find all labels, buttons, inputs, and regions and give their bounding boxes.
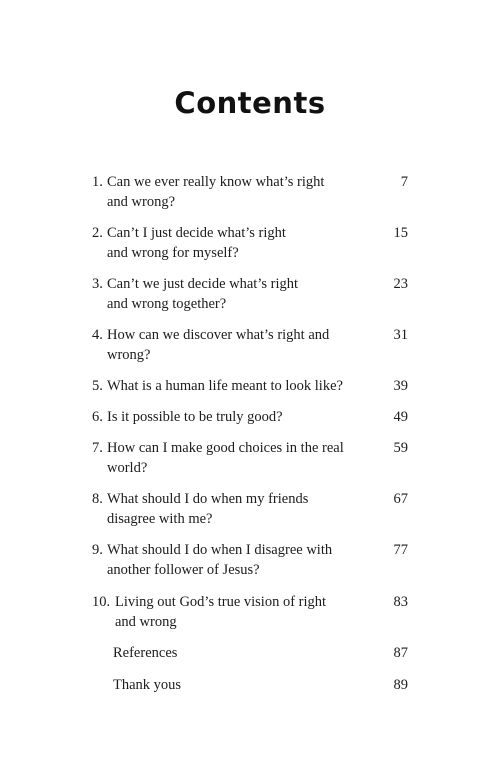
toc-entry-number: 3. (92, 276, 103, 292)
toc-entry-page-number: 7 (400, 174, 408, 190)
toc-entry-1[interactable] (92, 172, 408, 212)
toc-entry-title: Living out God’s true vision of right (115, 594, 327, 610)
toc-entry-number: 10. (92, 594, 111, 610)
toc-entry-number: 8. (92, 491, 103, 507)
toc-entry-title: Is it possible to be truly good? (107, 409, 283, 425)
toc-entry-page-number: 67 (393, 491, 408, 507)
page-title: Contents (174, 86, 326, 120)
toc-entry-number: 7. (92, 440, 103, 456)
toc-entry-page-number: 89 (393, 677, 408, 693)
toc-entry-10[interactable] (92, 592, 408, 632)
toc-entry-2[interactable] (92, 223, 408, 263)
toc-entry-title: How can we discover what’s right and (107, 327, 330, 343)
toc-entry-title-continued: world? (107, 460, 148, 476)
toc-entry-8[interactable] (92, 489, 408, 529)
toc-entry-4[interactable] (92, 325, 408, 365)
toc-entry-page-number: 39 (393, 378, 408, 394)
toc-entry-title: How can I make good choices in the real (107, 440, 344, 456)
toc-entry-page-number: 49 (393, 409, 408, 425)
toc-entry-page-number: 87 (393, 645, 408, 661)
toc-entry-thank-yous[interactable] (92, 675, 408, 695)
toc-entry-title-continued: wrong? (107, 347, 151, 363)
toc-entry-page-number: 83 (393, 594, 408, 610)
toc-entry-title-continued: and wrong together? (107, 296, 227, 312)
toc-entry-title: Can’t I just decide what’s right (107, 225, 286, 241)
toc-entry-3[interactable] (92, 274, 408, 314)
toc-entry-5[interactable] (92, 376, 408, 396)
toc-entry-number: 6. (92, 409, 103, 425)
toc-entry-number: 9. (92, 542, 103, 558)
toc-entry-title: Can we ever really know what’s right (107, 174, 325, 190)
toc-entry-title-continued: and wrong (115, 614, 177, 630)
toc-entry-references[interactable] (92, 643, 408, 663)
toc-entry-6[interactable] (92, 407, 408, 427)
toc-entry-7[interactable] (92, 438, 408, 478)
toc-entry-title-continued: and wrong? (107, 194, 176, 210)
toc-entry-page-number: 23 (393, 276, 408, 292)
toc-entry-page-number: 31 (393, 327, 408, 343)
toc-entry-number: 4. (92, 327, 103, 343)
toc-entry-title: What should I do when my friends (107, 491, 309, 507)
toc-entry-page-number: 77 (393, 542, 408, 558)
toc-entry-title: What is a human life meant to look like? (107, 378, 343, 394)
toc-entry-title: References (113, 645, 178, 661)
toc-entry-page-number: 59 (393, 440, 408, 456)
toc-entry-number: 5. (92, 378, 103, 394)
toc-entry-title-continued: disagree with me? (107, 511, 213, 527)
toc-entry-page-number: 15 (393, 225, 408, 241)
toc-entry-number: 1. (92, 174, 103, 190)
toc-entry-9[interactable] (92, 540, 408, 580)
toc-entry-title: Thank yous (113, 677, 182, 693)
toc-entry-title-continued: and wrong for myself? (107, 245, 239, 261)
toc-entry-title: What should I do when I disagree with (107, 542, 333, 558)
toc-entry-title-continued: another follower of Jesus? (107, 562, 260, 578)
toc-entry-title: Can’t we just decide what’s right (107, 276, 299, 292)
toc-entry-number: 2. (92, 225, 103, 241)
